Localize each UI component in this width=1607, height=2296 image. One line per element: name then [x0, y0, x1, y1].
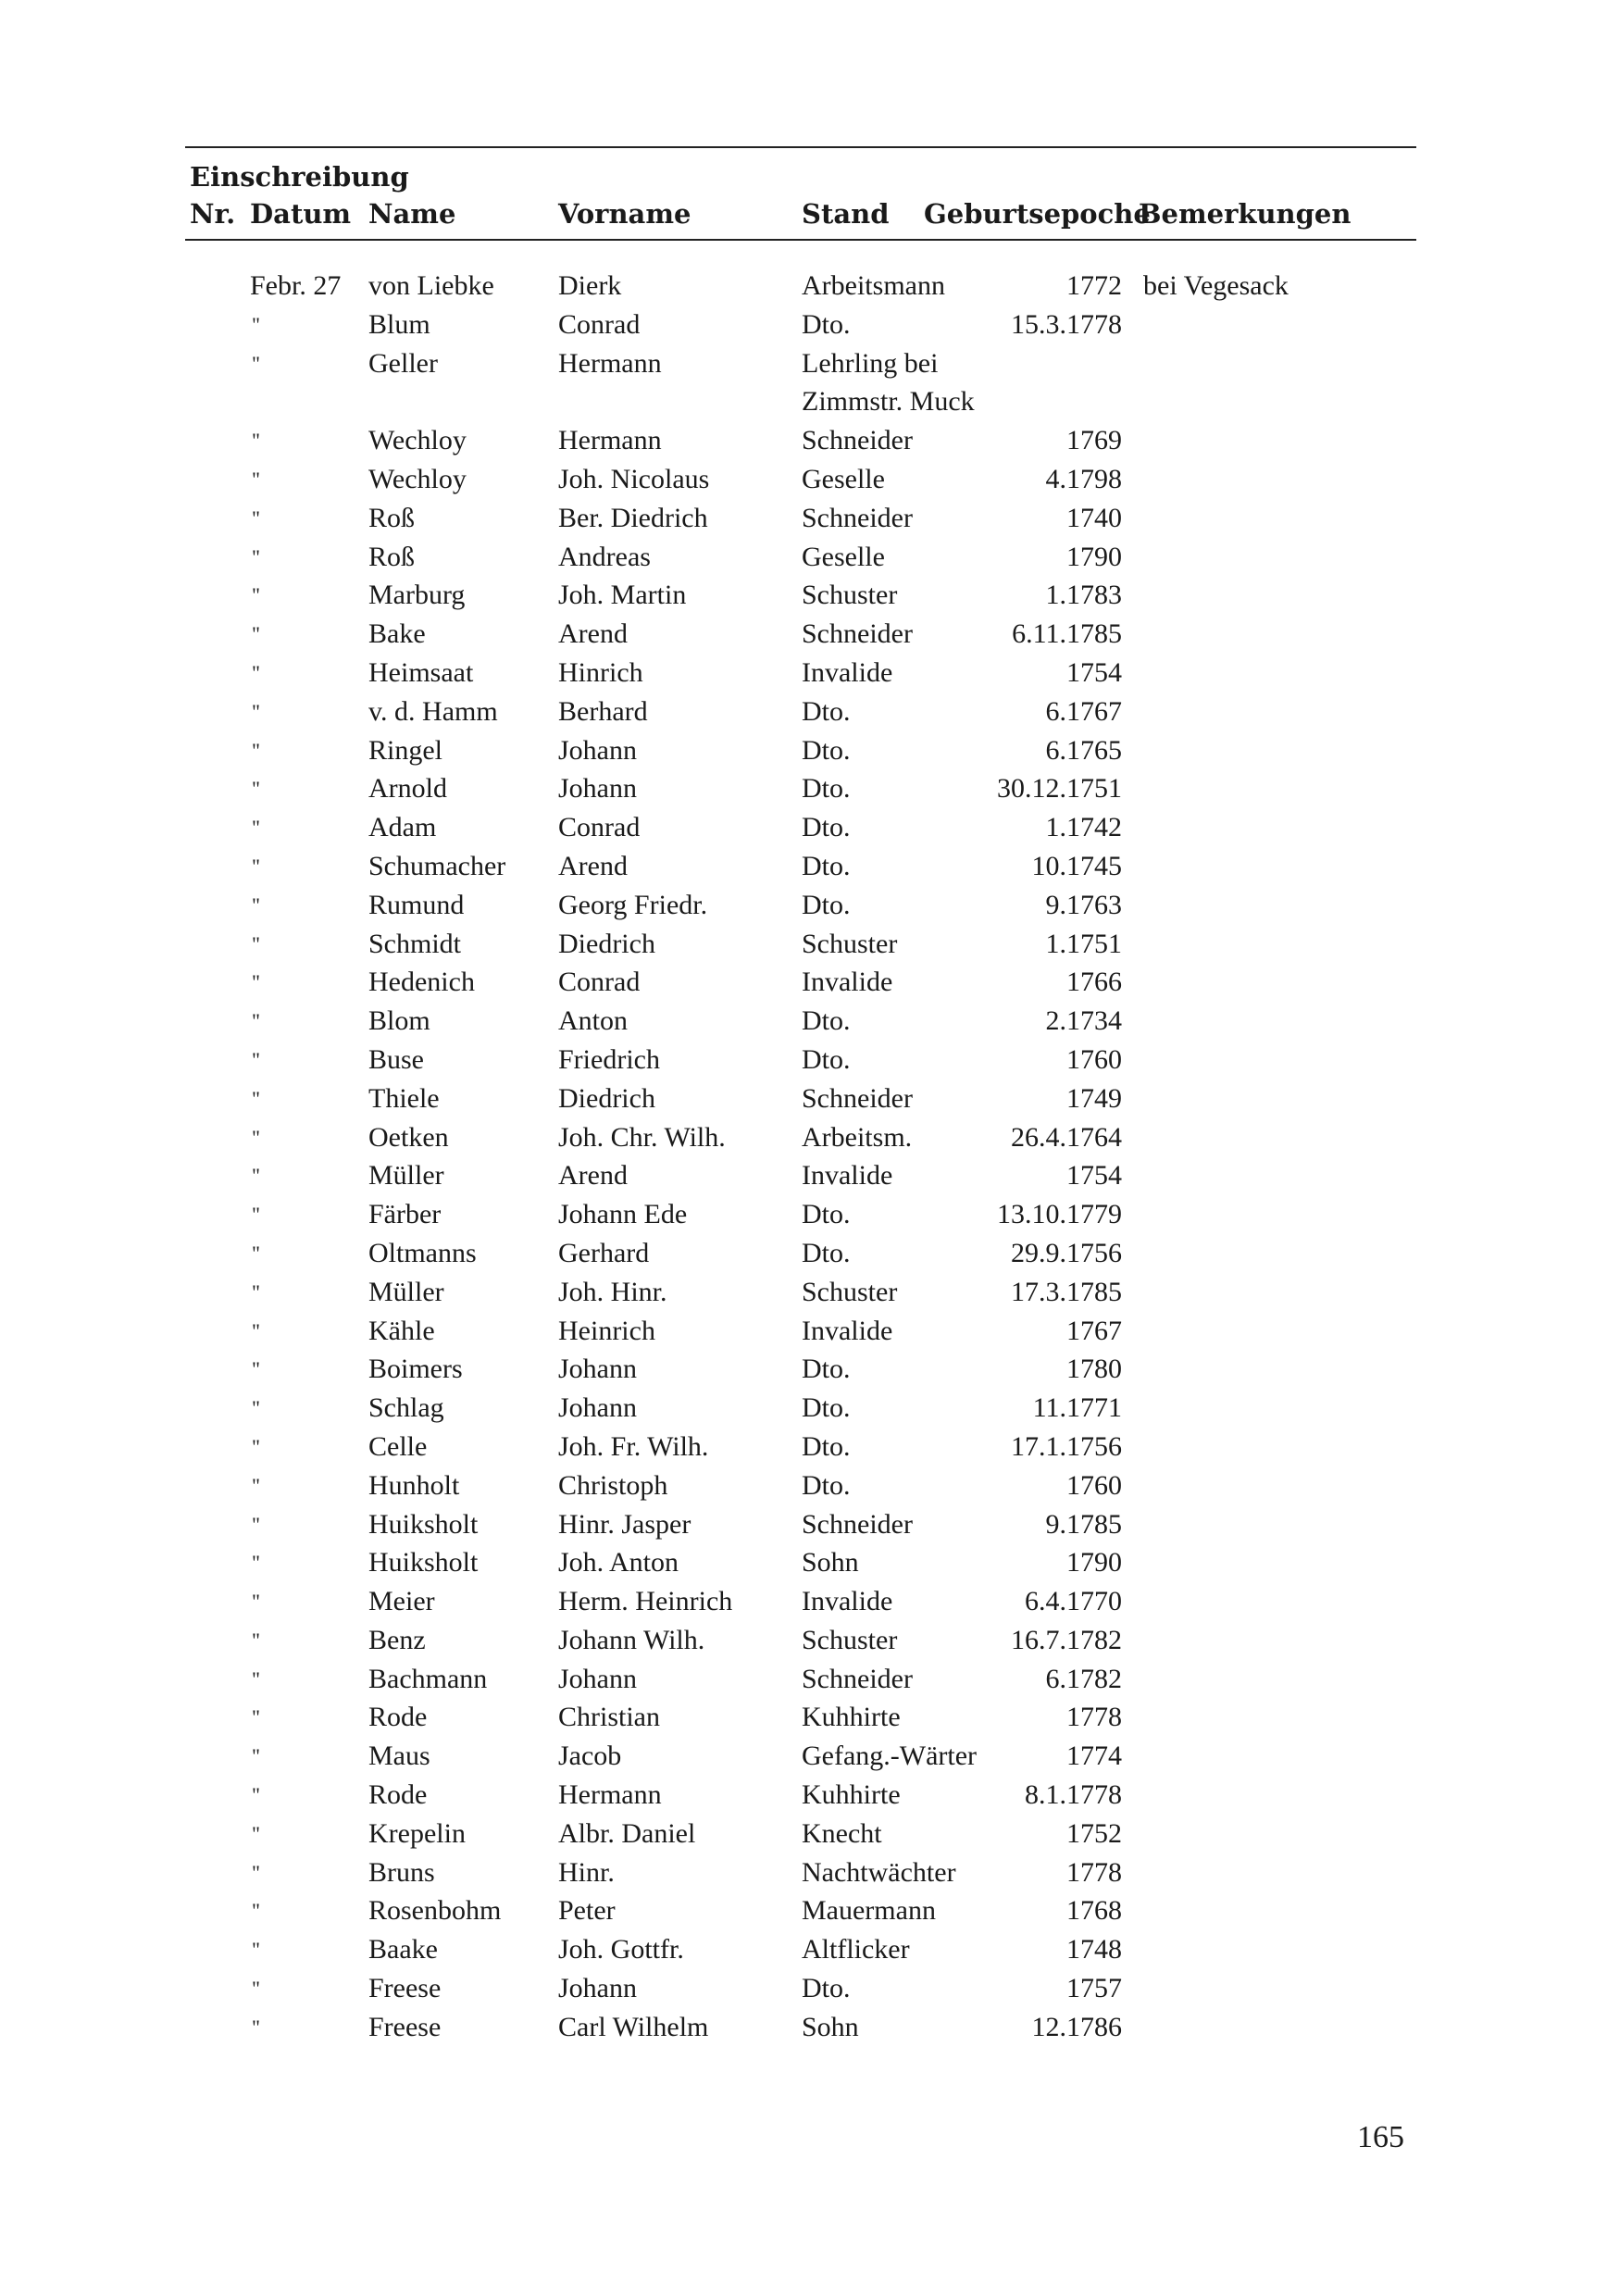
row-datum: " [252, 1666, 260, 1691]
row-datum: " [252, 816, 260, 840]
row-geburtsepoche: 30.12.1751 [997, 773, 1122, 805]
row-vorname: Friedrich [558, 1043, 660, 1075]
row-stand: Schuster [802, 1276, 898, 1307]
row-geburtsepoche: 6.1767 [1045, 695, 1122, 727]
row-geburtsepoche: 17.1.1756 [1011, 1430, 1122, 1462]
row-vorname: Joh. Hinr. [558, 1276, 667, 1307]
row-vorname: Joh. Fr. Wilh. [558, 1430, 709, 1462]
row-stand: Schneider [802, 618, 913, 650]
row-datum: " [252, 777, 260, 801]
row-datum: " [252, 1125, 260, 1149]
row-vorname: Arend [558, 1160, 628, 1192]
row-datum: " [252, 351, 260, 375]
row-datum: " [252, 660, 260, 684]
row-vorname: Joh. Martin [558, 580, 687, 611]
table-row [0, 499, 1607, 538]
row-vorname: Christoph [558, 1469, 668, 1501]
row-datum: " [252, 1203, 260, 1227]
row-name: Roß [368, 541, 416, 572]
row-name: Celle [368, 1430, 428, 1462]
row-geburtsepoche: 29.9.1756 [1011, 1237, 1122, 1268]
row-stand: Schneider [802, 1082, 913, 1114]
row-datum: " [252, 738, 260, 762]
row-name: Buse [368, 1043, 424, 1075]
row-stand: Dto. [802, 734, 851, 766]
table-row [0, 1428, 1607, 1466]
row-datum: " [252, 1241, 260, 1265]
row-vorname: Hermann [558, 425, 662, 456]
row-vorname: Gerhard [558, 1237, 650, 1268]
row-geburtsepoche: 1749 [1066, 1082, 1122, 1114]
row-geburtsepoche: 1752 [1066, 1817, 1122, 1849]
row-name: Wechloy [368, 463, 467, 494]
row-stand: Schuster [802, 928, 898, 959]
table-row [0, 306, 1607, 344]
row-vorname: Johann [558, 1663, 637, 1694]
row-stand: Arbeitsm. [802, 1121, 913, 1153]
row-datum: " [252, 1551, 260, 1575]
header-vorname: Vorname [558, 198, 691, 230]
row-name: von Liebke [368, 270, 494, 301]
table-row [0, 886, 1607, 925]
row-datum: " [252, 583, 260, 607]
table-row [0, 615, 1607, 654]
row-geburtsepoche: 1757 [1066, 1973, 1122, 2004]
row-geburtsepoche: 1.1783 [1045, 580, 1122, 611]
row-geburtsepoche: 17.3.1785 [1011, 1276, 1122, 1307]
header-stand: Stand [802, 198, 890, 230]
table-row [0, 344, 1607, 422]
row-name: Ringel [368, 734, 442, 766]
row-datum: " [252, 1590, 260, 1614]
row-stand: Dto. [802, 850, 851, 881]
row-stand: Invalide [802, 656, 893, 688]
row-datum: " [252, 1899, 260, 1923]
row-vorname: Diedrich [558, 928, 655, 959]
row-name: Bake [368, 618, 426, 650]
row-stand: Invalide [802, 967, 893, 998]
row-name: Meier [368, 1586, 435, 1617]
row-name: Wechloy [368, 425, 467, 456]
row-vorname: Johann [558, 734, 637, 766]
row-stand: Kuhhirte [802, 1779, 901, 1811]
row-geburtsepoche: 6.1765 [1045, 734, 1122, 766]
row-datum: " [252, 970, 260, 994]
row-bemerkungen: bei Vegesack [1143, 270, 1289, 301]
row-datum: " [252, 1821, 260, 1845]
row-geburtsepoche: 9.1763 [1045, 889, 1122, 920]
row-geburtsepoche: 15.3.1778 [1011, 308, 1122, 340]
row-stand: Schneider [802, 1508, 913, 1540]
row-geburtsepoche: 1778 [1066, 1702, 1122, 1733]
row-datum: " [252, 544, 260, 568]
row-name: Benz [368, 1624, 426, 1655]
row-geburtsepoche: 1780 [1066, 1354, 1122, 1385]
row-datum: " [252, 1396, 260, 1420]
row-vorname: Peter [558, 1895, 616, 1927]
row-name: Arnold [368, 773, 447, 805]
row-name: Geller [368, 347, 438, 379]
row-geburtsepoche: 1778 [1066, 1856, 1122, 1888]
table-row [0, 808, 1607, 847]
row-vorname: Conrad [558, 308, 641, 340]
row-geburtsepoche: 12.1786 [1031, 2011, 1122, 2042]
table-row [0, 1660, 1607, 1699]
table-row [0, 1312, 1607, 1351]
row-stand: Dto. [802, 1973, 851, 2004]
table-row [0, 1930, 1607, 1969]
row-vorname: Hinr. [558, 1856, 615, 1888]
row-stand: Dto. [802, 1430, 851, 1462]
row-datum: " [252, 1164, 260, 1188]
row-datum: " [252, 622, 260, 646]
row-stand: Geselle [802, 463, 885, 494]
row-name: Hunholt [368, 1469, 460, 1501]
row-name: Adam [368, 812, 437, 843]
row-geburtsepoche: 6.11.1785 [1012, 618, 1122, 650]
row-name: Schmidt [368, 928, 462, 959]
row-stand: Dto. [802, 1354, 851, 1385]
row-datum: " [252, 1783, 260, 1807]
row-datum: " [252, 1705, 260, 1729]
header-name: Name [368, 198, 456, 230]
row-vorname: Anton [558, 1005, 628, 1037]
row-stand: Kuhhirte [802, 1702, 901, 1733]
row-name: Rumund [368, 889, 465, 920]
table-row [0, 1079, 1607, 1118]
header-datum: Datum [250, 198, 352, 230]
row-datum: " [252, 931, 260, 955]
row-stand: Dto. [802, 1043, 851, 1075]
row-vorname: Georg Friedr. [558, 889, 708, 920]
table-row [0, 1002, 1607, 1041]
row-geburtsepoche: 1754 [1066, 1160, 1122, 1192]
row-datum: " [252, 1357, 260, 1381]
row-geburtsepoche: 4.1798 [1045, 463, 1122, 494]
row-vorname: Dierk [558, 270, 622, 301]
row-stand: Schneider [802, 502, 913, 533]
row-stand: Dto. [802, 1469, 851, 1501]
row-vorname: Johann [558, 1354, 637, 1385]
row-vorname: Heinrich [558, 1315, 655, 1346]
row-vorname: Carl Wilhelm [558, 2011, 709, 2042]
row-datum: " [252, 2015, 260, 2039]
row-stand: Schuster [802, 1624, 898, 1655]
row-name: Blom [368, 1005, 430, 1037]
table-row [0, 925, 1607, 964]
row-geburtsepoche: 1772 [1066, 270, 1122, 301]
row-stand: Dto. [802, 308, 851, 340]
table-row [0, 1698, 1607, 1737]
row-name: Rode [368, 1779, 428, 1811]
row-datum: " [252, 1434, 260, 1458]
row-vorname: Diedrich [558, 1082, 655, 1114]
table-row [0, 460, 1607, 499]
header-geburtsepoche: Geburtsepoche [924, 198, 1151, 230]
row-datum: " [252, 429, 260, 453]
row-geburtsepoche: 1790 [1066, 541, 1122, 572]
row-geburtsepoche: 11.1771 [1032, 1392, 1122, 1424]
row-datum: " [252, 1938, 260, 1962]
row-geburtsepoche: 1760 [1066, 1469, 1122, 1501]
row-name: Bruns [368, 1856, 435, 1888]
row-datum: " [252, 1473, 260, 1497]
row-datum: " [252, 467, 260, 491]
row-vorname: Arend [558, 618, 628, 650]
row-stand: Dto. [802, 1199, 851, 1230]
row-datum: " [252, 1086, 260, 1110]
row-name: Marburg [368, 580, 466, 611]
row-stand: Dto. [802, 1005, 851, 1037]
row-vorname: Herm. Heinrich [558, 1586, 733, 1617]
row-datum: " [252, 1744, 260, 1768]
table-row [0, 1350, 1607, 1389]
row-datum: " [252, 1628, 260, 1652]
table-row [0, 1543, 1607, 1582]
row-geburtsepoche: 1760 [1066, 1043, 1122, 1075]
row-vorname: Joh. Anton [558, 1547, 679, 1578]
row-geburtsepoche: 6.1782 [1045, 1663, 1122, 1694]
header-top-rule [185, 146, 1416, 148]
row-geburtsepoche: 13.10.1779 [997, 1199, 1122, 1230]
row-vorname: Johann [558, 773, 637, 805]
table-row [0, 1389, 1607, 1428]
row-name: Oetken [368, 1121, 449, 1153]
row-datum: " [252, 505, 260, 530]
row-geburtsepoche: 1748 [1066, 1934, 1122, 1965]
row-vorname: Albr. Daniel [558, 1817, 696, 1849]
table-row [0, 654, 1607, 693]
table-row [0, 1118, 1607, 1157]
table-row [0, 1582, 1607, 1621]
row-vorname: Johann [558, 1392, 637, 1424]
row-name: Müller [368, 1276, 444, 1307]
row-stand: Dto. [802, 695, 851, 727]
row-stand: Dto. [802, 889, 851, 920]
row-stand: Sohn [802, 2011, 859, 2042]
row-name: Rosenbohm [368, 1895, 502, 1927]
table-row [0, 693, 1607, 731]
row-stand: Schneider [802, 425, 913, 456]
table-row [0, 1853, 1607, 1892]
table-row [0, 1195, 1607, 1234]
table-row [0, 421, 1607, 460]
table-row [0, 538, 1607, 577]
row-stand: Dto. [802, 1392, 851, 1424]
table-row [0, 1041, 1607, 1079]
row-vorname: Johann Wilh. [558, 1624, 705, 1655]
row-stand: Invalide [802, 1315, 893, 1346]
row-name: Krepelin [368, 1817, 466, 1849]
row-name: Thiele [368, 1082, 440, 1114]
table-row [0, 1776, 1607, 1815]
table-row [0, 1969, 1607, 2008]
header-group-label: Einschreibung [190, 161, 409, 193]
header-bemerkungen: Bemerkungen [1139, 198, 1352, 230]
row-datum: " [252, 1860, 260, 1884]
row-stand: Schneider [802, 1663, 913, 1694]
row-stand: Altflicker [802, 1934, 910, 1965]
row-geburtsepoche: 1774 [1066, 1741, 1122, 1772]
row-geburtsepoche: 1740 [1066, 502, 1122, 533]
row-vorname: Arend [558, 850, 628, 881]
row-geburtsepoche: 1.1742 [1045, 812, 1122, 843]
row-datum: " [252, 1279, 260, 1304]
row-vorname: Berhard [558, 695, 648, 727]
row-vorname: Hinr. Jasper [558, 1508, 691, 1540]
row-geburtsepoche: 10.1745 [1031, 850, 1122, 881]
row-datum: " [252, 1009, 260, 1033]
row-name: Baake [368, 1934, 438, 1965]
row-stand: Arbeitsmann [802, 270, 945, 301]
row-name: Schlag [368, 1392, 444, 1424]
table-row [0, 1234, 1607, 1273]
row-geburtsepoche: 1766 [1066, 967, 1122, 998]
row-vorname: Conrad [558, 967, 641, 998]
row-stand: Lehrling bei Zimmstr. Muck [802, 347, 975, 418]
row-stand: Dto. [802, 1237, 851, 1268]
row-geburtsepoche: 26.4.1764 [1011, 1121, 1122, 1153]
header-bottom-rule [185, 239, 1416, 241]
row-vorname: Joh. Chr. Wilh. [558, 1121, 726, 1153]
row-name: Rode [368, 1702, 428, 1733]
row-stand: Nachtwächter [802, 1856, 956, 1888]
row-geburtsepoche: 2.1734 [1045, 1005, 1122, 1037]
table-row [0, 1815, 1607, 1853]
row-stand: Gefang.-Wärter [802, 1741, 978, 1772]
row-vorname: Christian [558, 1702, 660, 1733]
row-name: Schumacher [368, 850, 506, 881]
row-name: Maus [368, 1741, 430, 1772]
row-geburtsepoche: 1769 [1066, 425, 1122, 456]
row-datum: " [252, 854, 260, 878]
row-geburtsepoche: 16.7.1782 [1011, 1624, 1122, 1655]
row-geburtsepoche: 1.1751 [1045, 928, 1122, 959]
row-vorname: Hinrich [558, 656, 643, 688]
row-vorname: Jacob [558, 1741, 622, 1772]
table-row [0, 576, 1607, 615]
table-row [0, 1621, 1607, 1660]
row-name: Freese [368, 1973, 442, 2004]
row-name: Hedenich [368, 967, 475, 998]
row-datum: " [252, 312, 260, 336]
table-row [0, 2008, 1607, 2047]
row-geburtsepoche: 1790 [1066, 1547, 1122, 1578]
row-vorname: Hermann [558, 347, 662, 379]
row-name: Freese [368, 2011, 442, 2042]
row-name: Huiksholt [368, 1547, 479, 1578]
row-datum: " [252, 1318, 260, 1342]
row-name: Blum [368, 308, 430, 340]
row-vorname: Joh. Nicolaus [558, 463, 710, 494]
row-stand: Mauermann [802, 1895, 936, 1927]
row-stand: Sohn [802, 1547, 859, 1578]
table-row [0, 1737, 1607, 1776]
row-stand: Geselle [802, 541, 885, 572]
row-stand: Schuster [802, 580, 898, 611]
page-number: 165 [1357, 2120, 1404, 2154]
row-name: Boimers [368, 1354, 463, 1385]
header-nr: Nr. [190, 198, 236, 230]
row-vorname: Johann [558, 1973, 637, 2004]
row-geburtsepoche: 1767 [1066, 1315, 1122, 1346]
table-body [0, 267, 1607, 2047]
table-row [0, 1156, 1607, 1195]
table-row [0, 769, 1607, 808]
row-name: Roß [368, 502, 416, 533]
row-datum: " [252, 1512, 260, 1536]
table-row [0, 267, 1607, 306]
row-geburtsepoche: 8.1.1778 [1025, 1779, 1122, 1811]
row-stand: Knecht [802, 1817, 882, 1849]
row-name: Müller [368, 1160, 444, 1192]
row-geburtsepoche: 9.1785 [1045, 1508, 1122, 1540]
row-stand: Invalide [802, 1586, 893, 1617]
row-datum: " [252, 892, 260, 917]
table-row [0, 963, 1607, 1002]
row-datum: " [252, 699, 260, 723]
row-name: Färber [368, 1199, 442, 1230]
table-row [0, 1505, 1607, 1544]
row-vorname: Hermann [558, 1779, 662, 1811]
row-datum: " [252, 1977, 260, 2001]
row-name: v. d. Hamm [368, 695, 498, 727]
table-row [0, 731, 1607, 770]
row-stand: Invalide [802, 1160, 893, 1192]
table-row [0, 1466, 1607, 1505]
row-vorname: Conrad [558, 812, 641, 843]
row-datum: Febr. 27 [250, 270, 342, 301]
row-datum: " [252, 1047, 260, 1071]
row-name: Huiksholt [368, 1508, 479, 1540]
table-row [0, 847, 1607, 886]
table-row [0, 1273, 1607, 1312]
row-geburtsepoche: 6.4.1770 [1025, 1586, 1122, 1617]
row-vorname: Joh. Gottfr. [558, 1934, 684, 1965]
row-vorname: Ber. Diedrich [558, 502, 708, 533]
row-name: Oltmanns [368, 1237, 477, 1268]
table-row [0, 1891, 1607, 1930]
row-name: Heimsaat [368, 656, 474, 688]
row-stand: Dto. [802, 773, 851, 805]
row-geburtsepoche: 1754 [1066, 656, 1122, 688]
row-stand: Dto. [802, 812, 851, 843]
row-geburtsepoche: 1768 [1066, 1895, 1122, 1927]
row-name: Bachmann [368, 1663, 488, 1694]
row-vorname: Andreas [558, 541, 651, 572]
row-name: Kähle [368, 1315, 435, 1346]
header-columns-row [190, 198, 1412, 235]
row-vorname: Johann Ede [558, 1199, 688, 1230]
